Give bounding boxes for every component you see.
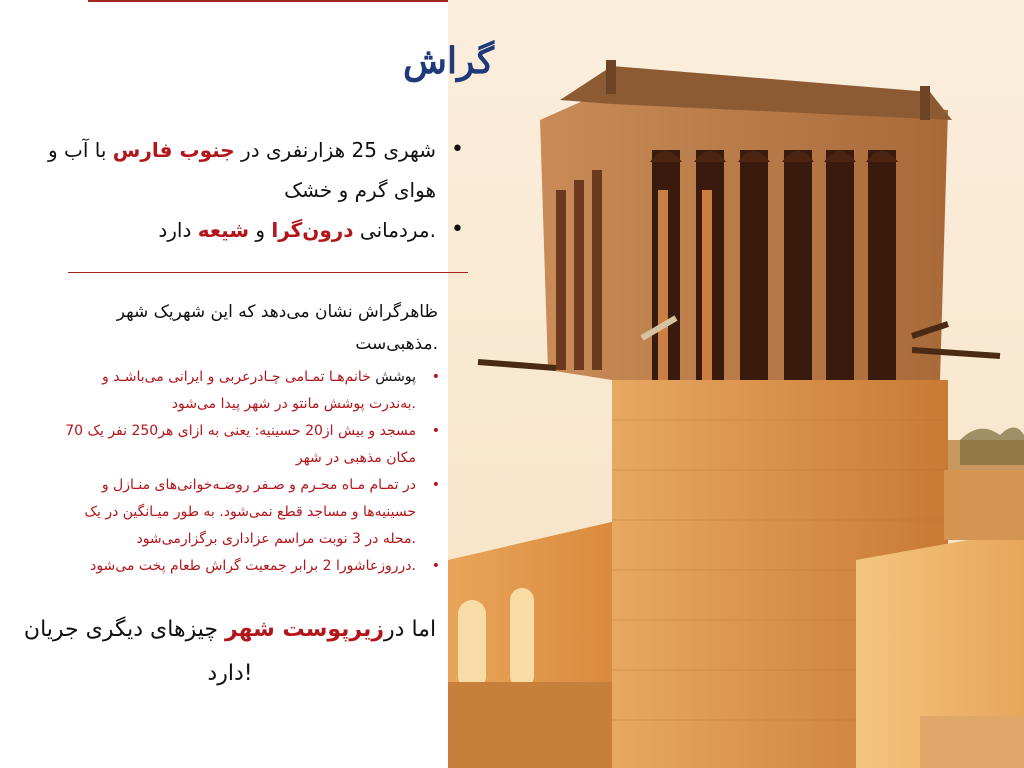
sub-bullet-list [60,364,440,580]
main-bullet-list [44,130,464,250]
bullet-dot-icon: • [451,137,464,162]
slide-title: گراش [403,40,494,82]
bullet-item: • مردمانی درون‌گرا و شیعه دارد. [44,210,464,250]
bullet-dot-icon: • [451,217,464,242]
bullet-dot-icon: • [431,369,440,385]
sub-bullet-item: • 70 مسجد و بیش از20 حسینیه: یعنی به ازای هر250 نفر یک مکان مذهبی در شهر [60,418,440,472]
sub-bullet-item: • درروزعاشورا 2 برابر جمعیت گراش طعام پخت می‌شود. [60,553,440,580]
bullet-item: • شهری 25 هزارنفری در جنوب فارس با آب و هوای گرم و خشک [44,130,464,210]
bullet-dot-icon: • [431,423,440,439]
bullet-dot-icon: • [431,477,440,493]
bullet-dot-icon: • [431,558,440,574]
sub-bullet-item: • پوشش خانم‌هـا تمـامی چـادرعربی و ایرانی می‌باشـد و به‌ندرت پوشش مانتو در شهر پیدا می‌شود. [60,364,440,418]
sub-bullet-item: • در تمـام مـاه محـرم و صـفر روضـه‌خوانی‌های منـازل و حسینیه‌ها و مساجد قطع نمی‌شود. به طور میـانگین در یک محله در 3 نوبت مراسم عزاداری برگزارمی‌شود. [60,472,440,553]
section-divider [68,272,468,273]
intro-text: ظاهرگراش نشان می‌دهد که این شهریک شهر مذهبی‌ست. [116,302,438,354]
closing-statement: اما درزیرپوست شهر چیزهای دیگری جریان دارد! [23,617,437,686]
